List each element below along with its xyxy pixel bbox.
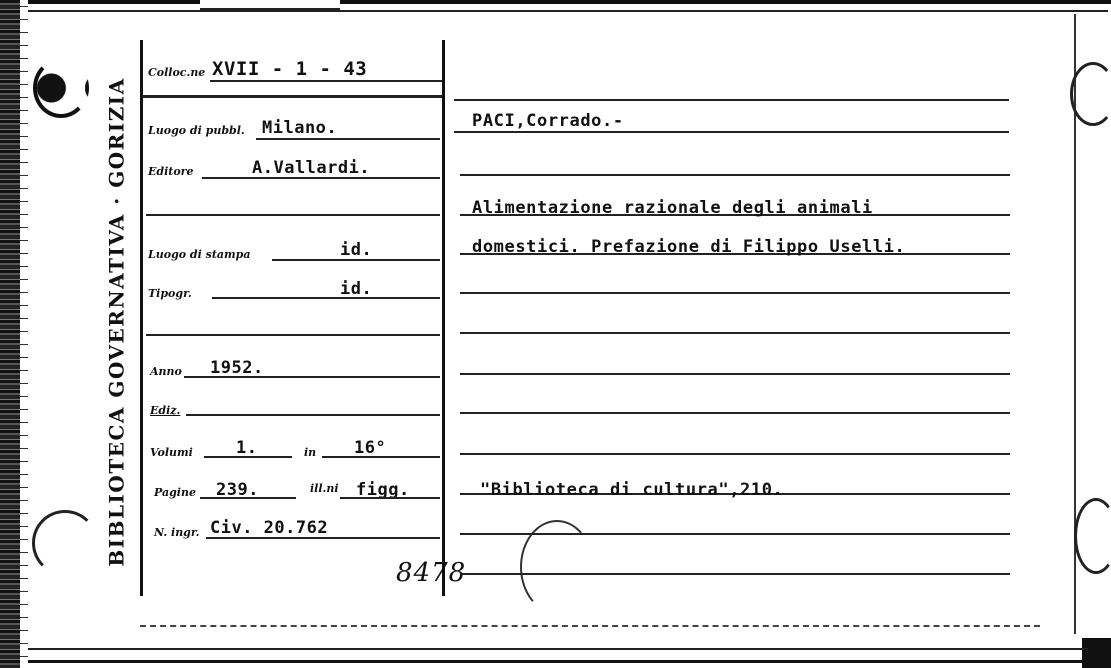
top-rule bbox=[28, 10, 1108, 12]
title-line-2: domestici. Prefazione di Filippo Uselli. bbox=[472, 237, 906, 257]
luogo-stampa-line bbox=[272, 259, 440, 261]
volumi-label: Volumi bbox=[150, 446, 193, 459]
library-stamp bbox=[102, 72, 132, 572]
illustr-value: figg. bbox=[356, 480, 410, 500]
top-notch bbox=[200, 0, 340, 10]
editore-value: A.Vallardi. bbox=[252, 158, 371, 178]
luogo-stampa-value: id. bbox=[340, 240, 373, 260]
top-border bbox=[0, 0, 1111, 4]
tipogr-value: id. bbox=[340, 279, 373, 299]
illustr-line bbox=[340, 497, 440, 499]
title-line-1: Alimentazione razionale degli animali bbox=[472, 198, 873, 218]
volumi-value: 1. bbox=[236, 438, 258, 458]
right-line-1 bbox=[454, 99, 1009, 101]
right-line-2 bbox=[454, 131, 1009, 133]
bottom-border bbox=[28, 660, 1108, 663]
luogo-stampa-label: Luogo di stampa bbox=[148, 248, 251, 261]
luogo-pubbl-line bbox=[256, 138, 440, 140]
editore-label: Editore bbox=[148, 165, 194, 178]
series-statement: "Biblioteca di cultura",210. bbox=[480, 480, 784, 500]
luogo-pubbl-value: Milano. bbox=[262, 118, 338, 138]
ediz-label: Ediz. bbox=[150, 404, 181, 417]
formato-line bbox=[322, 456, 440, 458]
editore-line bbox=[202, 177, 440, 179]
n-ingr-line bbox=[206, 537, 440, 539]
punch-hole-bottom-right bbox=[1074, 498, 1111, 574]
blank-line-2 bbox=[146, 334, 440, 336]
formato-value: 16° bbox=[354, 438, 387, 458]
left-scan-edge bbox=[0, 0, 20, 668]
collocazione-value: XVII - 1 - 43 bbox=[212, 58, 368, 80]
header-separator bbox=[142, 95, 442, 98]
luogo-pubbl-label: Luogo di pubbl. bbox=[148, 124, 245, 137]
blank-line-1 bbox=[146, 214, 440, 216]
collocazione-label: Colloc.ne bbox=[148, 66, 206, 79]
right-line-12 bbox=[460, 533, 1010, 535]
tipogr-line bbox=[212, 297, 440, 299]
bottom-rule bbox=[28, 648, 1088, 650]
in-label: in bbox=[304, 446, 317, 459]
anno-line bbox=[184, 376, 440, 378]
volumi-line bbox=[204, 456, 292, 458]
right-line-9 bbox=[460, 412, 1010, 414]
tipogr-label: Tipogr. bbox=[148, 287, 192, 300]
library-name: BIBLIOTECA GOVERNATIVA · GORIZIA bbox=[105, 77, 130, 567]
left-column-rule bbox=[140, 40, 143, 596]
author-heading: PACI,Corrado.- bbox=[472, 111, 624, 131]
pagine-line bbox=[200, 497, 296, 499]
punch-hole-top-right bbox=[1070, 62, 1111, 126]
pagine-label: Pagine bbox=[154, 486, 196, 499]
pagine-value: 239. bbox=[216, 480, 259, 500]
n-ingr-value: Civ. 20.762 bbox=[210, 518, 329, 538]
bottom-dashed-rule bbox=[140, 625, 1040, 627]
collocazione-line bbox=[210, 80, 442, 82]
right-line-7 bbox=[460, 332, 1010, 334]
anno-label: Anno bbox=[150, 365, 182, 378]
right-line-6 bbox=[460, 292, 1010, 294]
right-line-8 bbox=[460, 373, 1010, 375]
illustr-label: ill.ni bbox=[310, 482, 339, 495]
handwritten-number: 8478 bbox=[396, 558, 467, 588]
right-line-13 bbox=[460, 573, 1010, 575]
anno-value: 1952. bbox=[210, 358, 264, 378]
right-line-10 bbox=[460, 453, 1010, 455]
column-divider bbox=[442, 40, 445, 596]
punch-hole-bottom-left bbox=[32, 510, 98, 576]
left-scan-edge-pattern bbox=[20, 0, 28, 668]
ediz-line bbox=[186, 414, 440, 416]
punch-hole-top-left bbox=[33, 58, 89, 118]
corner-mark bbox=[1082, 638, 1111, 668]
n-ingr-label: N. ingr. bbox=[154, 526, 200, 539]
right-line-3 bbox=[460, 174, 1010, 176]
